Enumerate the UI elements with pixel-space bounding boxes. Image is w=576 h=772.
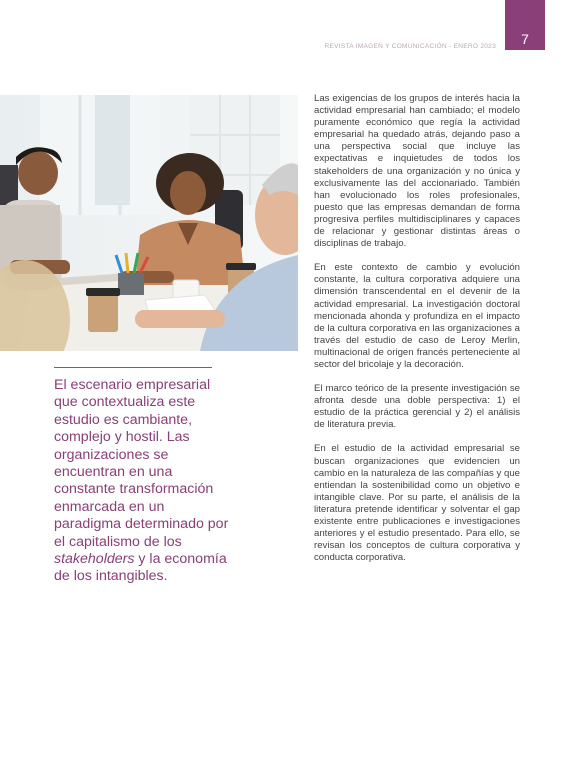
body-paragraph: Las exigencias de los grupos de interés hacia la actividad empresarial han cambiado; el modelo puramente económico que regía la actividad empresarial ha quedado atrás, dejando paso a una perspectiva social que incluye las expectativas e inquietudes de todos los stakeholders de una organización y no única y exclusivamente las del accionariado. También han evolucionado los roles profesionales, puesto que las empresas demandan de forma progresiva perfiles multidisciplinares y capaces de relacionar y gestionar distintas áreas o disciplinas de trabajo. xyxy=(314,93,520,250)
photo-illustration xyxy=(0,95,298,351)
pullquote-text-2: y la economía de los intangibles. xyxy=(54,551,227,585)
page-number: 7 xyxy=(521,31,529,47)
article-body xyxy=(314,93,520,576)
running-header: REVISTA IMAGEN Y COMUNICACIÓN - ENERO 2023 xyxy=(324,43,496,50)
pullquote-emphasis: stakeholders xyxy=(54,551,135,568)
page-number-tab xyxy=(505,0,545,50)
pullquote-rule xyxy=(54,367,212,368)
pullquote-text-1: El escenario empresarial que contextualiza este estudio es cambiante, complejo y hostil. Las organizaciones se encuentran en una constante transformación enmarcada en un paradigma determinado por el capitalismo de los xyxy=(54,377,229,550)
pullquote xyxy=(54,377,234,586)
body-paragraph: En el estudio de la actividad empresarial se buscan organizaciones que evidencien un cambio en la naturaleza de las compañías y que entiendan la sostenibilidad como un objetivo e intangible clave. Por su parte, el análisis de la literatura pretende identificar y solventar el gap existente entre publicaciones e investigaciones anteriores y el estudio presentado. Para ello, se revisan los conceptos de cultura corporativa y conducta corporativa. xyxy=(314,443,520,564)
team-meeting-photo xyxy=(0,95,298,351)
body-paragraph: En este contexto de cambio y evolución constante, la cultura corporativa adquiere una dimensión transcendental en el devenir de la actividad empresarial. La investigación doctoral mencionada ahonda y profundiza en el impacto de la cultura corporativa en las organizaciones a través del estudio de caso de Leroy Merlin, multinacional de origen francés perteneciente al sector del bricolaje y la decoración. xyxy=(314,262,520,370)
body-paragraph: El marco teórico de la presente investigación se afronta desde una doble perspectiva: 1) el estudio de la práctica gerencial y 2) el análisis de literatura previa. xyxy=(314,383,520,431)
